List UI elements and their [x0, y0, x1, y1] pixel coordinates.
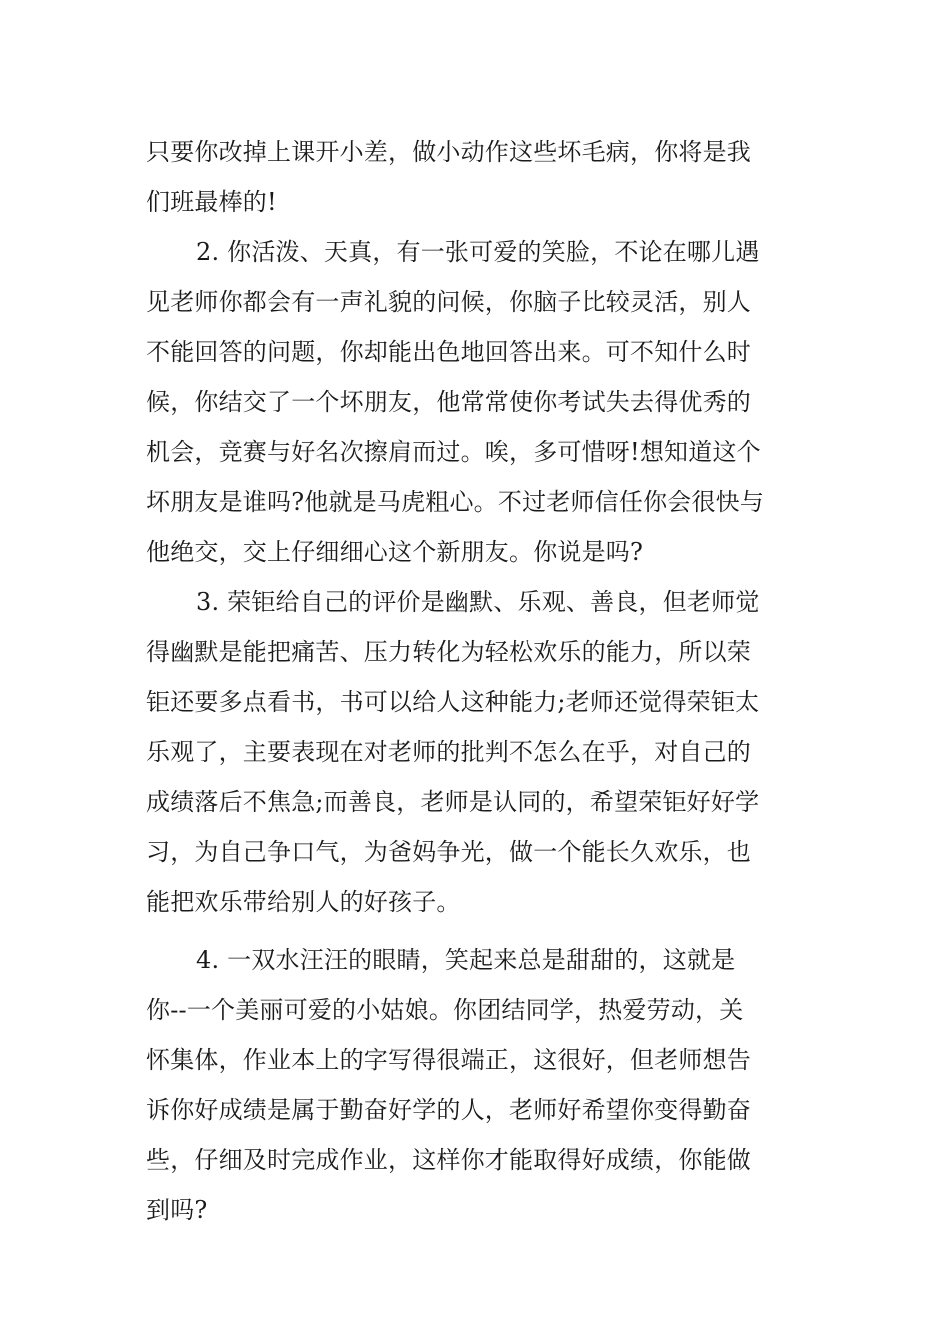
paragraph-line: 得幽默是能把痛苦、压力转化为轻松欢乐的能力，所以荣: [146, 638, 751, 666]
paragraph-line: 坏朋友是谁吗?他就是马虎粗心。不过老师信任你会很快与: [146, 488, 765, 516]
paragraph-line: 成绩落后不焦急;而善良，老师是认同的，希望荣钜好好学: [146, 788, 760, 816]
paragraph-line: 不能回答的问题，你却能出色地回答出来。可不知什么时: [146, 338, 751, 366]
paragraph-line: 习，为自己争口气，为爸妈争光，做一个能长久欢乐，也: [146, 838, 751, 866]
paragraph-line: 些，仔细及时完成作业，这样你才能取得好成绩，你能做: [146, 1146, 751, 1174]
paragraph-line: 诉你好成绩是属于勤奋好学的人，老师好希望你变得勤奋: [146, 1096, 751, 1124]
paragraph-line: 们班最棒的!: [146, 188, 277, 216]
paragraph-line: 4. 一双水汪汪的眼睛，笑起来总是甜甜的，这就是: [196, 946, 736, 974]
paragraph-line: 钜还要多点看书，书可以给人这种能力;老师还觉得荣钜太: [146, 688, 760, 716]
paragraph-line: 只要你改掉上课开小差，做小动作这些坏毛病，你将是我: [146, 138, 751, 166]
paragraph-line: 怀集体，作业本上的字写得很端正，这很好，但老师想告: [146, 1046, 751, 1074]
paragraph-line: 他绝交，交上仔细细心这个新朋友。你说是吗?: [146, 538, 644, 566]
paragraph-line: 2. 你活泼、天真，有一张可爱的笑脸，不论在哪儿遇: [196, 238, 760, 266]
paragraph-line: 机会，竞赛与好名次擦肩而过。唉，多可惜呀!想知道这个: [146, 438, 761, 466]
paragraph-line: 乐观了，主要表现在对老师的批判不怎么在乎，对自己的: [146, 738, 751, 766]
paragraph-line: 见老师你都会有一声礼貌的问候，你脑子比较灵活，别人: [146, 288, 751, 316]
paragraph-line: 到吗?: [146, 1196, 208, 1224]
paragraph-line: 能把欢乐带给别人的好孩子。: [146, 888, 461, 916]
paragraph-line: 候，你结交了一个坏朋友，他常常使你考试失去得优秀的: [146, 388, 751, 416]
paragraph-line: 3. 荣钜给自己的评价是幽默、乐观、善良，但老师觉: [196, 588, 760, 616]
paragraph-line: 你--一个美丽可爱的小姑娘。你团结同学，热爱劳动，关: [146, 996, 744, 1024]
